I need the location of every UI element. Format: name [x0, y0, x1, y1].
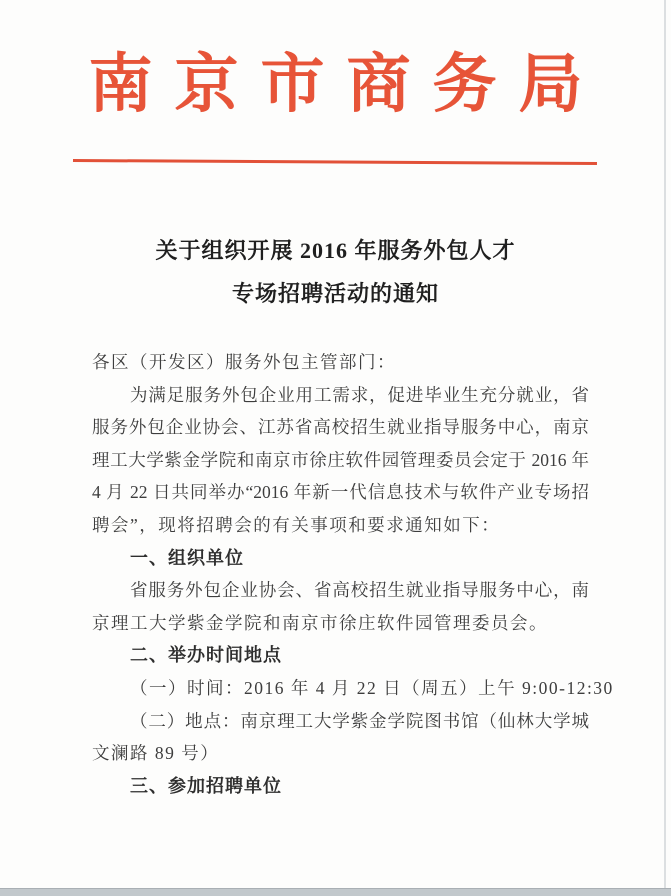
body-line: （一）时间：2016 年 4 月 22 日（周五）上午 9:00-12:30: [130, 677, 614, 698]
document-title: [0, 229, 671, 315]
body-line: 各区（开发区）服务外包主管部门：: [92, 352, 396, 372]
document-title-line2: 专场招聘活动的通知: [231, 281, 439, 306]
document-title-line1: 关于组织开展 2016 年服务外包人才: [155, 238, 516, 263]
body-line: 聘会”，现将招聘会的有关事项和要求通知如下：: [92, 514, 501, 535]
section-heading: 三、参加招聘单位: [130, 775, 282, 796]
body-line: 服务外包企业协会、江苏省高校招生就业指导服务中心，南京: [92, 417, 589, 438]
section-heading: 二、举办时间地点: [130, 645, 282, 666]
letterhead-divider-rule: [73, 159, 597, 165]
body-line: 4 月 22 日共同举办“2016 年新一代信息技术与软件产业专场招: [92, 482, 589, 503]
body-line: 文澜路 89 号）: [92, 743, 220, 764]
scan-edge-right: [664, 0, 666, 896]
body-line: （二）地点：南京理工大学紫金学院图书馆（仙林大学城: [130, 710, 589, 731]
body-line: 理工大学紫金学院和南京市徐庄软件园管理委员会定于 2016 年: [92, 449, 589, 470]
letterhead-agency-name: 南京市商务局: [88, 49, 605, 120]
scan-edge-bottom: [0, 888, 671, 896]
section-heading: 一、组织单位: [130, 547, 244, 568]
document-body: [92, 346, 614, 802]
body-line: 为满足服务外包企业用工需求，促进毕业生充分就业，省: [130, 384, 589, 405]
body-line: 京理工大学紫金学院和南京市徐庄软件园管理委员会。: [92, 612, 548, 633]
body-line: 省服务外包企业协会、省高校招生就业指导服务中心，南: [130, 580, 589, 601]
